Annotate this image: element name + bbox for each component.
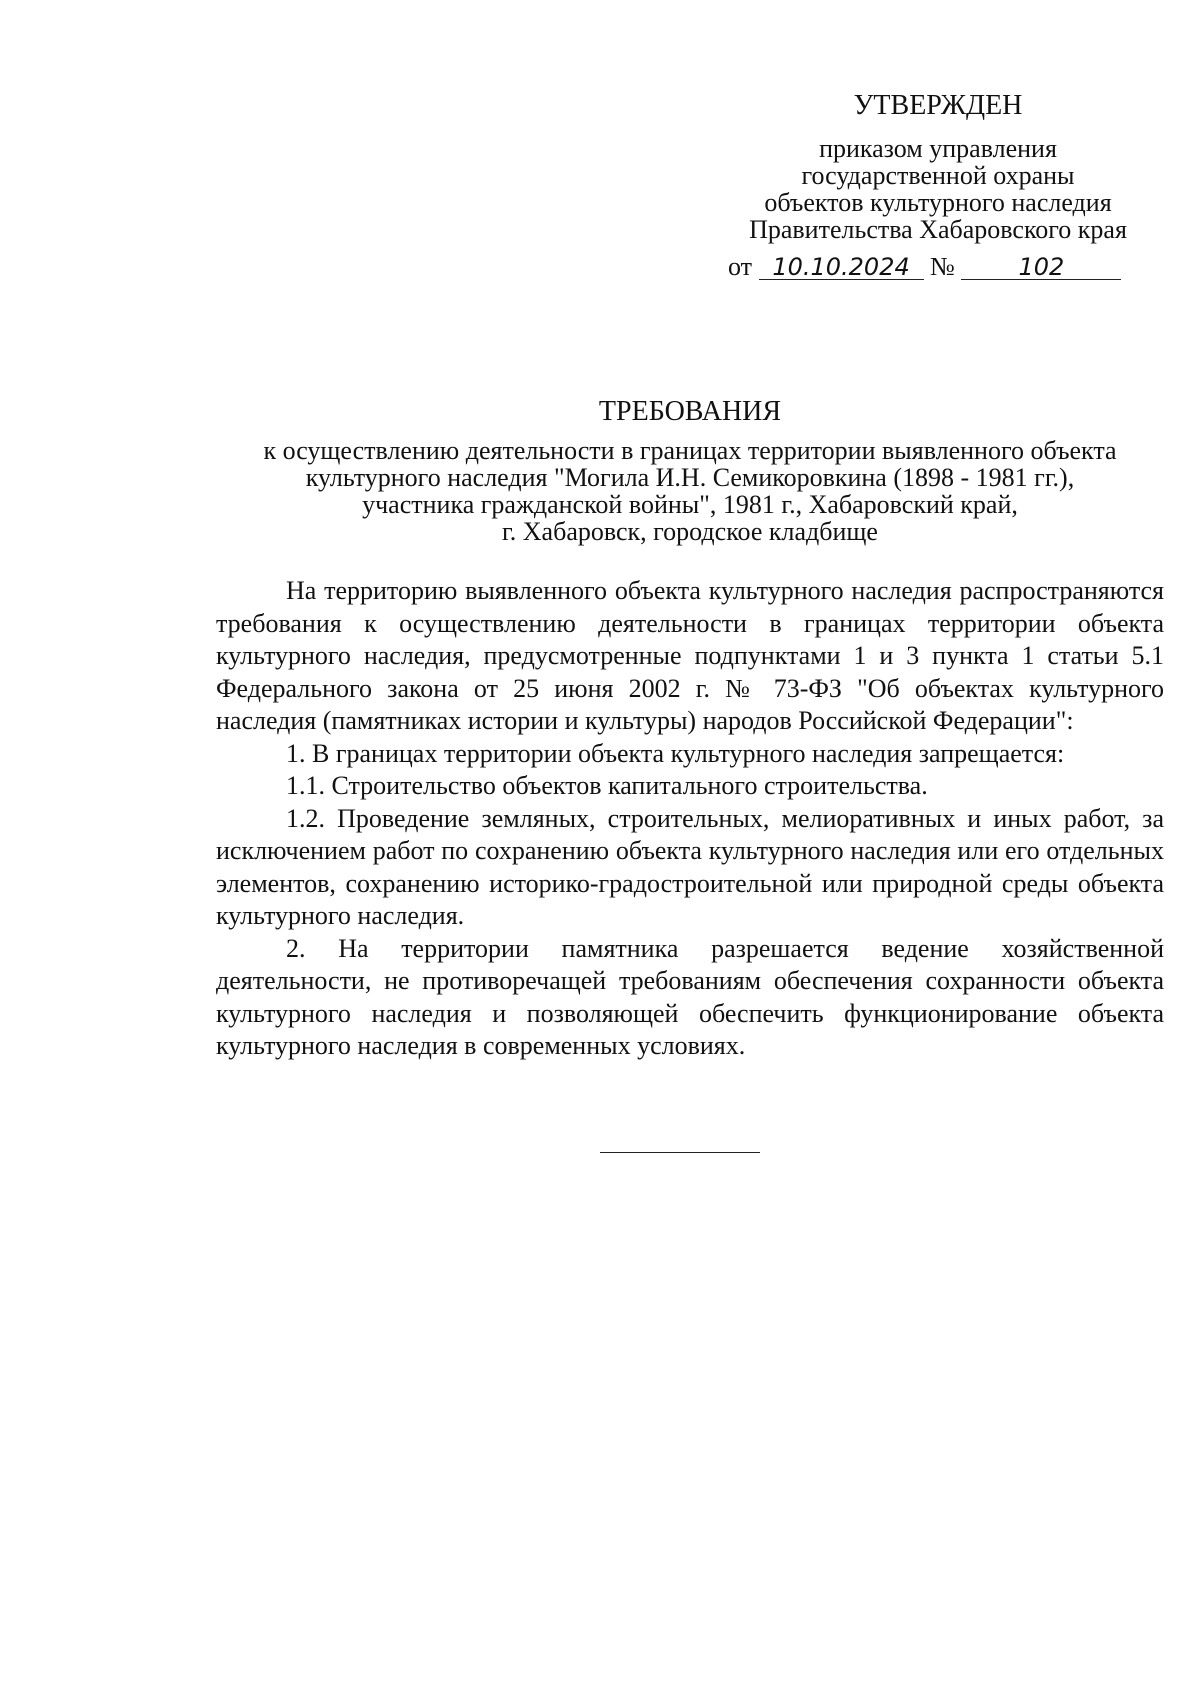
body-paragraph: 1. В границах территории объекта культурного наследия запрещается:	[286, 738, 1065, 768]
document-subtitle-line: участника гражданской войны", 1981 г., Хабаровский край,	[362, 490, 1018, 519]
end-divider	[600, 1152, 760, 1153]
handwritten-date: 10.10.2024	[759, 255, 924, 280]
document-heading	[200, 398, 1180, 545]
body-paragraph: 1.1. Строительство объектов капитального строительства.	[286, 771, 928, 800]
body-paragraph: 1.2. Проведение земляных, строительных, мелиоративных и иных работ, за исключением работ по сохранению объекта культурного наследия или его отдельных элементов, сохранению историко-градостроительной или природной среды объекта культурного наследия.	[216, 803, 1164, 930]
number-prefix: №	[930, 252, 955, 281]
approval-line: приказом управления	[819, 134, 1057, 163]
date-prefix: от	[728, 252, 753, 281]
approval-title: УТВЕРЖДЕН	[853, 90, 1023, 121]
handwritten-number: 102	[961, 255, 1121, 280]
document-title: ТРЕБОВАНИЯ	[598, 396, 782, 427]
document-subtitle-line: г. Хабаровск, городское кладбище	[502, 517, 878, 546]
approval-line: объектов культурного наследия	[764, 188, 1112, 217]
approval-line: Правительства Хабаровского края	[749, 215, 1127, 244]
document-subtitle-line: к осуществлению деятельности в границах территории выявленного объекта	[263, 436, 1117, 465]
document-body	[216, 575, 1164, 1063]
approval-stamp	[728, 92, 1148, 243]
body-paragraph: 2. На территории памятника разрешается ведение хозяйственной деятельности, не противоречащей требованиям обеспечения сохранности объекта культурного наследия и позволяющей обеспечить функционирование объекта культурного наследия в современных условиях.	[216, 933, 1164, 1060]
body-paragraph: На территорию выявленного объекта культурного наследия распространяются требования к осуществлению деятельности в границах территории объекта культурного наследия, предусмотренные подпунктами 1 и 3 пункта 1 статьи 5.1 Федерального закона от 25 июня 2002 г. № 73-ФЗ "Об объектах культурного наследия (памятниках истории и культуры) народов Российской Федерации":	[216, 576, 1164, 735]
order-date-number-line	[728, 252, 1148, 282]
approval-line: государственной охраны	[801, 161, 1075, 190]
document-subtitle-line: культурного наследия "Могила И.Н. Семикоровкина (1898 - 1981 гг.),	[305, 463, 1075, 492]
